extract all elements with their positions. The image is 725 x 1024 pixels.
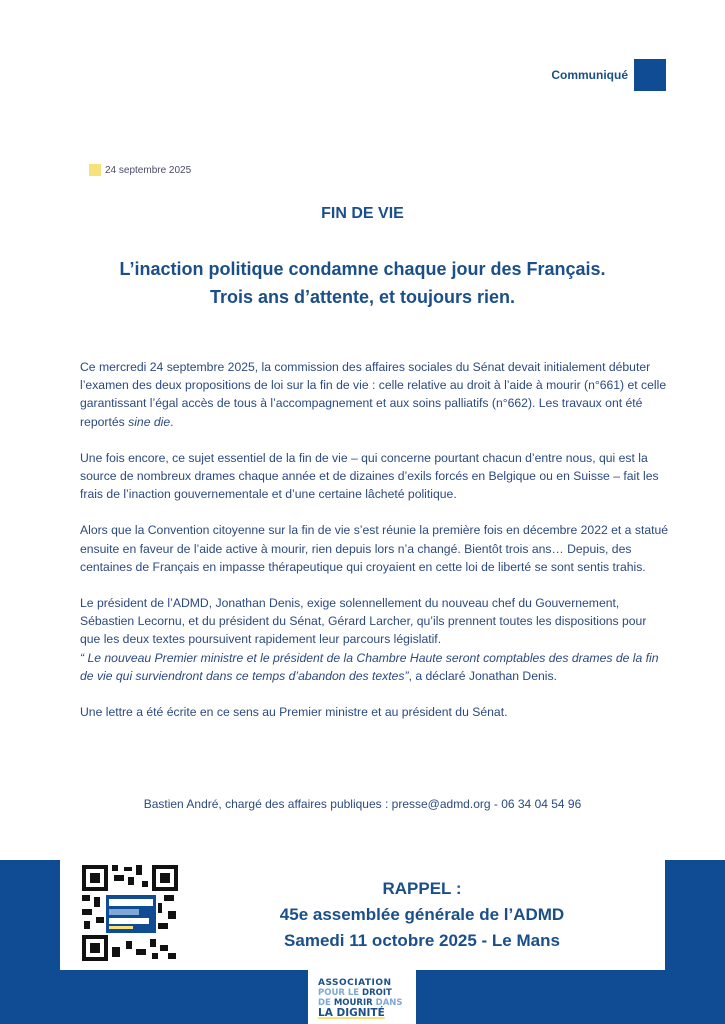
rappel-title: RAPPEL : [382,879,462,898]
rappel-block [222,876,622,954]
qr-code-icon[interactable] [80,863,180,963]
paragraph-3: Alors que la Convention citoyenne sur la fin de vie s’est réunie la première fois en décembre 2022 et a statué ensuite en faveur de l’aide active à mourir, rien depuis lors n’a changé. Bientôt trois ans… Depuis, des centaines de Français en impasse thérapeutique qui croyaient en cette loi de liberté se sont sentis trahis. [80,523,669,574]
paragraph-4 [80,594,670,685]
paragraph-1-italic: sine die [128,414,171,429]
subheading-line-1: L’inaction politique condamne chaque jour des Français. [119,259,606,279]
logo-line-3-dark: MOURIR [333,998,376,1008]
paragraph-4-quote: “ Le nouveau Premier ministre et le président de la Chambre Haute seront comptables des drames de la fin de vie qui surviendront dans ce temps d’abandon des textes” [80,650,659,683]
subheading [0,255,725,311]
paragraph-1-text: Ce mercredi 24 septembre 2025, la commission des affaires sociales du Sénat devait initialement débuter l’examen des deux propositions de loi sur la fin de vie : celle relative au droit à l’aide à mourir (n°661) et celle garantissant l’égal accès de tous à l’accompagnement et aux soins palliatifs (n°662). Les travaux ont été reportés [80,360,667,429]
date: 24 septembre 2025 [105,164,192,176]
paragraph-1 [80,358,670,431]
paragraph-4-text: Le président de l’ADMD, Jonathan Denis, exige solennellement du nouveau chef du Gouvernement, Sébastien Lecornu, et du président du Sénat, Gérard Larcher, qu’ils prennent toutes les dispositions pour que les deux textes poursuivent rapidement leur parcours législatif. [80,596,647,647]
paragraph-1-end: . [170,414,174,429]
brand-square [634,59,666,91]
body-text [80,358,670,721]
rappel-line-2: Samedi 11 octobre 2025 - Le Mans [284,931,560,950]
paragraph-2: Une fois encore, ce sujet essentiel de la fin de vie – qui concerne pourtant chacun d’entre nous, qui est la source de nombreux drames chaque année et de dizaines d’exils forcés en Belgique ou en Suisse – fait les frais de l’inaction gouvernementale et d’une certaine lâcheté politique. [80,450,659,502]
admd-logo [308,968,416,1024]
logo-line-3-pale: DE [318,998,334,1008]
logo-line-4: LA DIGNITÉ [318,1007,385,1019]
contact-line: Bastien André, chargé des affaires publiques : presse@admd.org - 06 34 04 54 96 [143,797,582,811]
communique-label: Communiqué [551,68,628,82]
rappel-line-1: 45e assemblée générale de l’ADMD [279,905,565,924]
heading: FIN DE VIE [321,205,404,222]
subheading-line-2: Trois ans d’attente, et toujours rien. [209,287,516,307]
paragraph-4-end: , a déclaré Jonathan Denis. [408,668,557,683]
date-row [89,164,191,176]
paragraph-5: Une lettre a été écrite en ce sens au Premier ministre et au président du Sénat. [80,705,508,720]
logo-line-2-pale: POUR LE [318,988,363,998]
logo-line-2 [318,988,410,998]
logo-line-2-dark: DROIT [362,988,392,998]
date-marker-icon [89,164,101,176]
logo-line-1: ASSOCIATION [318,978,392,988]
logo-line-3-pale-end: DANS [375,998,403,1008]
